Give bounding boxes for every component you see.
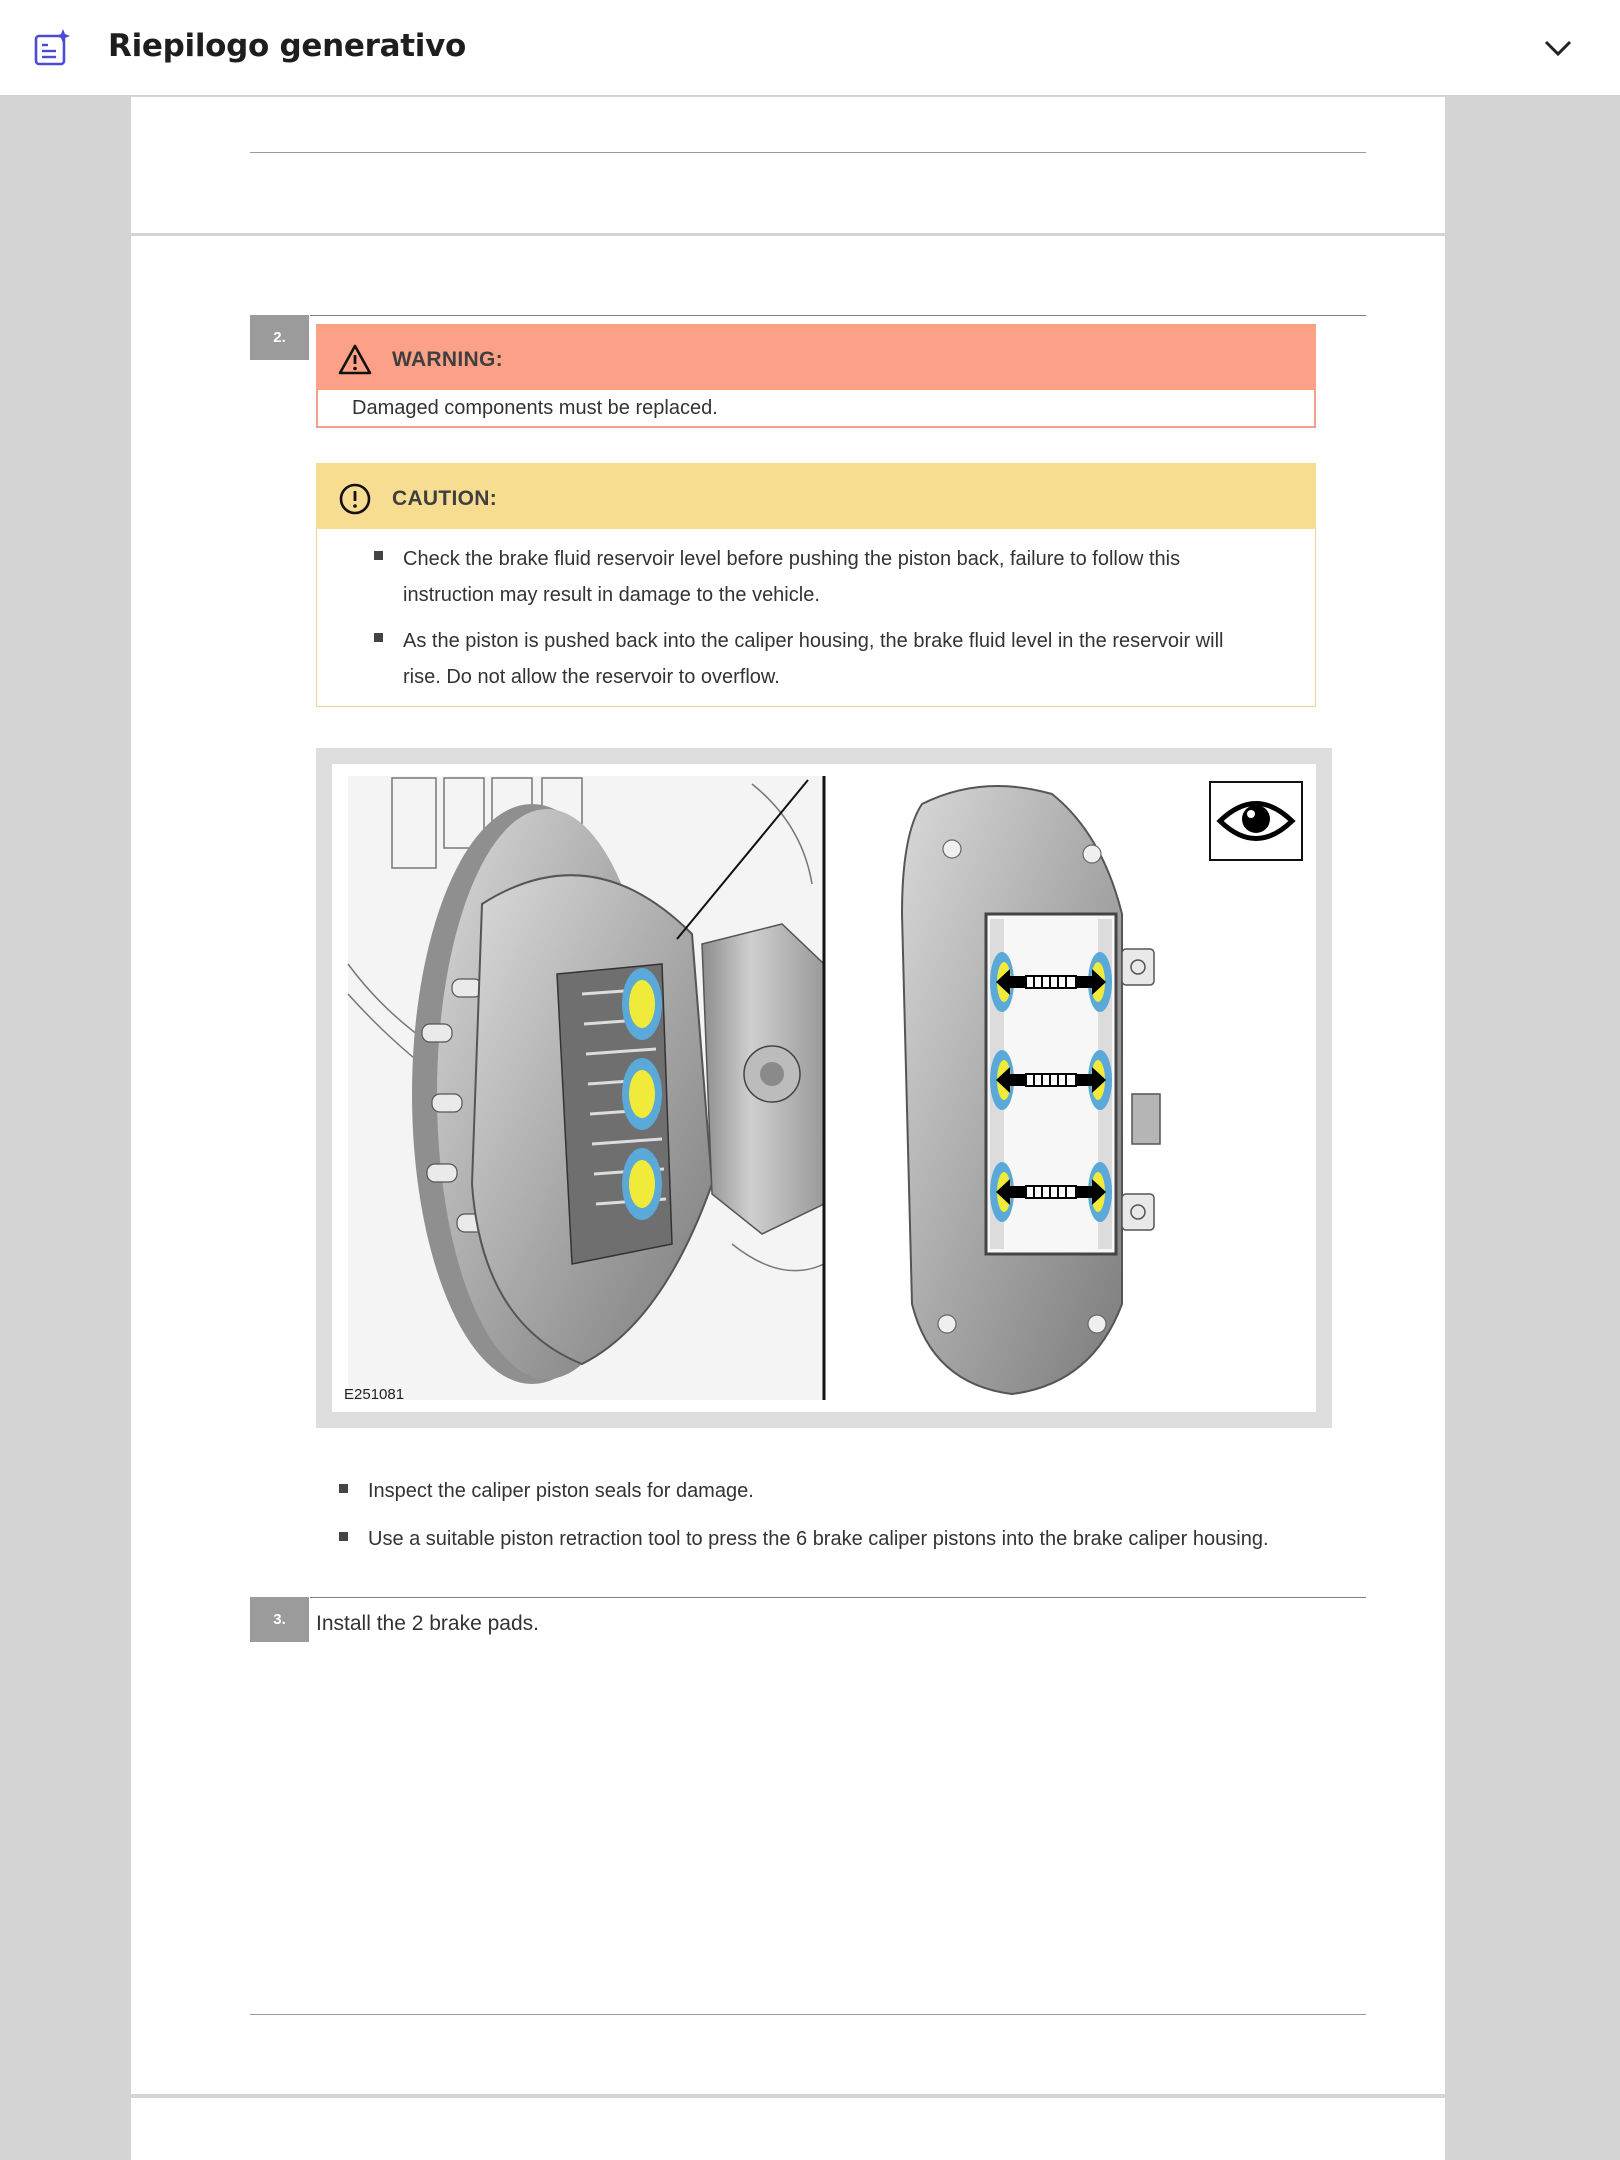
generative-summary-icon <box>32 28 74 70</box>
caution-label: CAUTION: <box>392 487 498 510</box>
caution-body <box>316 529 1316 707</box>
step-item: Inspect the caliper piston seals for damage. <box>368 1480 754 1502</box>
warning-triangle-icon <box>338 343 372 377</box>
brake-caliper-illustration <box>332 764 1316 1412</box>
exclamation-circle-icon <box>338 482 372 516</box>
step-item: Use a suitable piston retraction tool to press the 6 brake caliper pistons into the brake caliper housing. <box>368 1528 1269 1550</box>
bullet-icon <box>374 633 383 642</box>
chevron-down-icon[interactable] <box>1540 32 1576 64</box>
warning-text: Damaged components must be replaced. <box>352 397 718 419</box>
document-page-next <box>131 2098 1445 2160</box>
caution-item-line: instruction may result in damage to the vehicle. <box>403 584 820 606</box>
step-divider <box>310 315 1366 316</box>
caution-item-line: rise. Do not allow the reservoir to overflow. <box>403 666 780 688</box>
bullet-icon <box>374 551 383 560</box>
page-divider <box>250 152 1366 153</box>
warning-body <box>316 390 1316 428</box>
eye-icon <box>1210 782 1302 860</box>
caution-item-line: As the piston is pushed back into the caliper housing, the brake fluid level in the reservoir will <box>403 630 1224 652</box>
page-title: Riepilogo generativo <box>108 28 467 64</box>
top-bar <box>0 0 1620 96</box>
caution-header <box>316 463 1316 529</box>
document-page-previous <box>131 97 1445 233</box>
bullet-icon <box>339 1532 348 1541</box>
step-text: Install the 2 brake pads. <box>316 1612 539 1635</box>
caution-item-line: Check the brake fluid reservoir level before pushing the piston back, failure to follow this <box>403 548 1181 570</box>
step-number-badge: 3. <box>250 1597 309 1642</box>
step-number-badge: 2. <box>250 315 309 360</box>
brake-caliper-drawing <box>332 764 1316 1412</box>
warning-label: WARNING: <box>392 348 503 371</box>
page-divider <box>250 2014 1366 2015</box>
step-divider <box>310 1597 1366 1598</box>
figure-code: E251081 <box>344 1386 405 1403</box>
bullet-icon <box>339 1484 348 1493</box>
warning-header <box>316 324 1316 390</box>
illustration-frame <box>316 748 1332 1428</box>
